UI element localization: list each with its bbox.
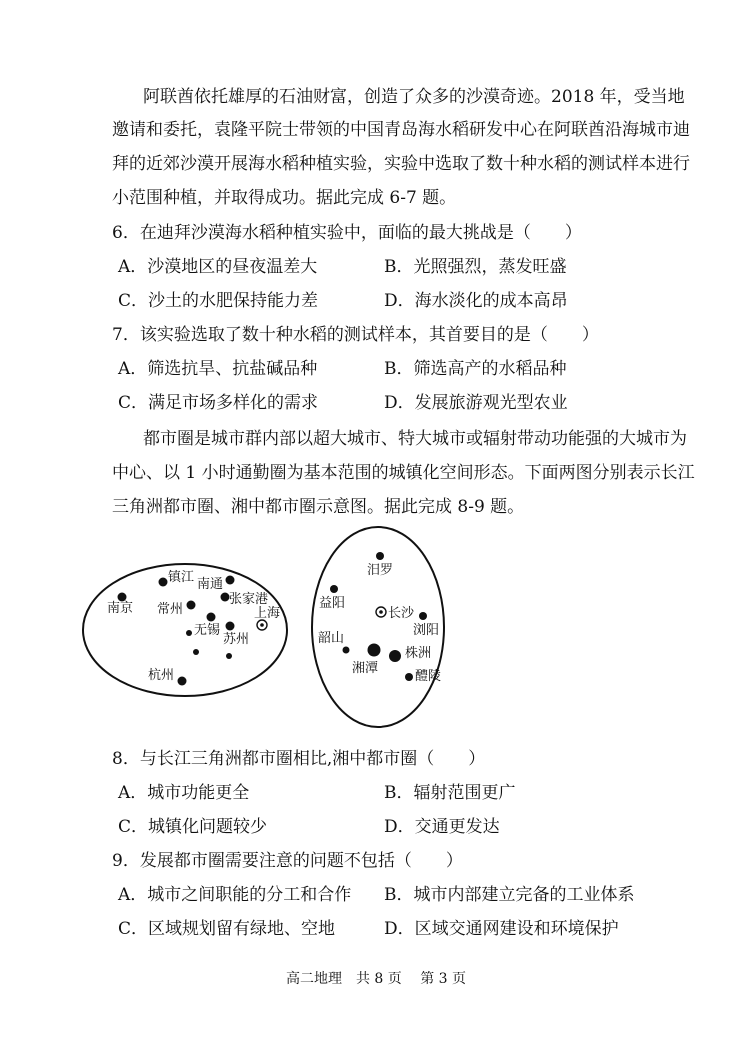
intro2-line-3: 三角洲都市圈、湘中都市圈示意图。据此完成 8-9 题。: [112, 497, 525, 517]
label-zhenjiang: 镇江: [168, 570, 195, 585]
q6-option-a[interactable]: A．沙漠地区的昼夜温差大: [118, 257, 318, 277]
q7-option-a[interactable]: A．筛选抗旱、抗盐碱品种: [118, 359, 318, 379]
city-dot-yiyang: [330, 585, 338, 593]
q9-option-d[interactable]: D．区域交通网建设和环境保护: [384, 919, 619, 939]
q7-option-d[interactable]: D．发展旅游观光型农业: [384, 393, 568, 413]
q7-option-c[interactable]: C．满足市场多样化的需求: [118, 393, 319, 413]
q7-option-b[interactable]: B．筛选高产的水稻品种: [384, 359, 567, 379]
label-changsha: 长沙: [388, 606, 415, 621]
q6-stem: 6．在迪拜沙漠海水稻种植实验中，面临的最大挑战是（ ）: [112, 223, 582, 243]
intro1-line-4: 小范围种植，并取得成功。据此完成 6-7 题。: [112, 188, 457, 208]
label-zhuzhou: 株洲: [405, 646, 432, 661]
label-yiyang: 益阳: [319, 596, 346, 611]
q8-option-d[interactable]: D．交通更发达: [384, 817, 500, 837]
intro1-line-2: 邀请和委托，袁隆平院士带领的中国青岛海水稻研发中心在阿联酋沿海城市迪: [112, 120, 690, 140]
q9-option-a[interactable]: A．城市之间职能的分工和合作: [118, 885, 352, 905]
q8-option-a[interactable]: A．城市功能更全: [118, 783, 250, 803]
city-dot-changzhou: [187, 601, 196, 610]
q7-stem: 7．该实验选取了数十种水稻的测试样本，其首要目的是（ ）: [112, 325, 599, 345]
intro1-line-3: 拜的近郊沙漠开展海水稻种植实验，实验中选取了数十种水稻的测试样本进行: [112, 154, 690, 174]
intro2-line-2: 中心、以 1 小时通勤圈为基本范围的城镇化空间形态。下面两图分别表示长江: [112, 463, 695, 483]
city-dot-shaoshan: [343, 647, 350, 654]
q6-option-b[interactable]: B．光照强烈，蒸发旺盛: [384, 257, 567, 277]
label-liuyang: 浏阳: [413, 623, 440, 638]
city-dot-shanghai-inner: [260, 623, 264, 627]
q8-stem: 8．与长江三角洲都市圈相比,湘中都市圈（ ）: [112, 749, 486, 769]
city-dot-hangzhou: [178, 677, 187, 686]
city-dot-extra-2: [193, 649, 199, 655]
label-wuxi: 无锡: [194, 623, 221, 638]
label-shaoshan: 韶山: [318, 631, 345, 646]
page-footer: 高二地理 共 8 页 第 3 页: [285, 971, 467, 987]
q9-option-c[interactable]: C．区域规划留有绿地、空地: [118, 919, 336, 939]
label-miluo: 汨罗: [367, 563, 394, 578]
q8-option-c[interactable]: C．城镇化问题较少: [118, 817, 268, 837]
q8-option-b[interactable]: B．辐射范围更广: [384, 783, 516, 803]
city-dot-suzhou: [226, 622, 235, 631]
label-suzhou: 苏州: [223, 632, 250, 647]
city-dot-nantong: [226, 576, 235, 585]
city-dot-liling: [405, 673, 413, 681]
intro2-line-1: 都市圈是城市群内部以超大城市、特大城市或辐射带动功能强的大城市为: [143, 429, 687, 449]
city-dot-extra-1: [186, 630, 192, 636]
label-changzhou: 常州: [157, 602, 184, 617]
city-dot-xiangtan: [368, 644, 381, 657]
label-shanghai: 上海: [254, 606, 281, 621]
city-dot-zhenjiang: [159, 578, 168, 587]
q9-option-b[interactable]: B．城市内部建立完备的工业体系: [384, 885, 635, 905]
label-zhangjiagang: 张家港: [229, 592, 269, 607]
city-dot-wuxi: [207, 613, 216, 622]
label-xiangtan: 湘潭: [352, 661, 379, 676]
city-dot-changsha-inner: [379, 610, 383, 614]
intro1-line-1: 阿联酋依托雄厚的石油财富，创造了众多的沙漠奇迹。2018 年，受当地: [143, 87, 685, 107]
metro-maps-figure: [0, 520, 752, 740]
city-dot-zhuzhou: [389, 650, 401, 662]
label-nantong: 南通: [197, 577, 224, 592]
label-nanjing: 南京: [107, 601, 134, 616]
q6-option-d[interactable]: D．海水淡化的成本高昂: [384, 291, 568, 311]
city-dot-liuyang: [419, 612, 427, 620]
city-dot-miluo: [376, 552, 384, 560]
q6-option-c[interactable]: C．沙土的水肥保持能力差: [118, 291, 319, 311]
city-dot-extra-3: [226, 653, 232, 659]
label-hangzhou: 杭州: [148, 668, 175, 683]
q9-stem: 9．发展都市圈需要注意的问题不包括（ ）: [112, 851, 463, 871]
label-liling: 醴陵: [415, 669, 442, 684]
